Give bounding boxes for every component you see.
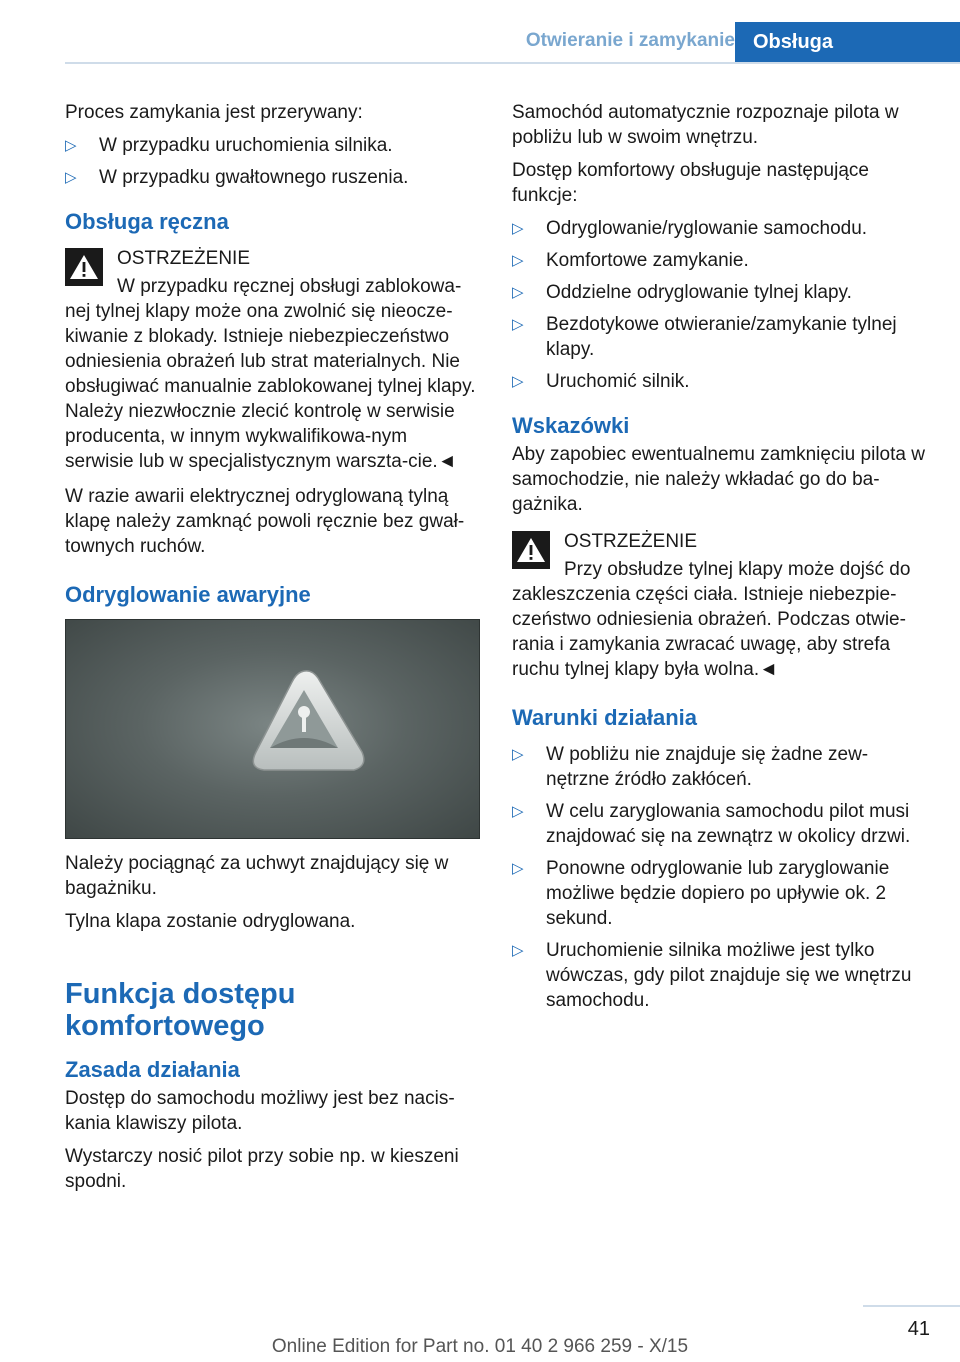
page-number: 41 [907,1318,930,1340]
functions-intro: Dostęp komfortowy obsługuje następujące funkcje: [512,160,869,206]
interrupt-list [65,133,480,190]
warning-text: W przypadku ręcznej obsługi zablokowa‐nej tylnej klapy może ona zwolnić się nieocze‐kiwanie z blokady. Istnieje niebezpieczeństwo odniesienia obrażeń lub strat materialnych. Nie obsługiwać manualnie zablokowanej tylnej klapy. Należy niezwłocznie zlecić kontrolę w serwisie producenta, w innym wykwalifikowa‐nym serwisie lub w specjalistycznym warszta‐cie.◄ [65,276,476,472]
bullet-triangle-icon: ▷ [512,942,524,959]
emergency-release-handle-image [65,619,480,839]
header-chapter-tab: Obsługa [735,22,960,62]
list-item: ▷ Komfortowe zamykanie. [512,250,749,271]
list-item: ▷ W przypadku uruchomienia silnika. [65,135,393,156]
heading-principle: Zasada działania [65,1057,240,1082]
bullet-triangle-icon: ▷ [65,137,77,154]
right-column [512,100,930,1027]
warning-title: OSTRZEŻENIE [117,248,251,269]
page-header [65,22,960,64]
principle-text-2: Wystarczy nosić pilot przy sobie np. w kieszeni spodni. [65,1146,459,1192]
list-item: ▷ Bezdotykowe otwieranie/zamykanie tylnej klapy. [512,314,897,360]
list-item: ▷ W celu zaryglowania samochodu pilot musi znajdować się na zewnątrz w okolicy drzwi. [512,801,911,847]
bullet-triangle-icon: ▷ [512,373,524,390]
manual-text: W razie awarii elektrycznej odryglowaną tylną klapę należy zamknąć powoli ręcznie bez gwał‐townych ruchów. [65,486,465,557]
notes-text: Aby zapobiec ewentualnemu zamknięciu pilota w samochodzie, nie należy wkładać go do ba‐gażnika. [512,444,925,515]
bullet-triangle-icon: ▷ [512,284,524,301]
heading-emergency-unlock: Odryglowanie awaryjne [65,582,311,607]
intro-text: Proces zamykania jest przerywany: [65,102,363,123]
bullet-triangle-icon: ▷ [65,169,77,186]
footer-rule [863,1305,960,1307]
figure-caption-pull: Należy pociągnąć za uchwyt znajdujący się w bagażniku. [65,853,449,899]
heading-comfort-access: Funkcja dostępu komfortowego [65,978,296,1042]
bullet-triangle-icon: ▷ [512,316,524,333]
recognition-text: Samochód automatycznie rozpoznaje pilota w pobliżu lub w swoim wnętrzu. [512,102,899,148]
left-column [65,100,480,1202]
list-item: ▷ Uruchomienie silnika możliwe jest tylko wówczas, gdy pilot znajduje się we wnętrzu samochodu. [512,940,912,1011]
header-section-title: Otwieranie i zamykanie [525,30,735,51]
list-item: ▷ Odryglowanie/ryglowanie samochodu. [512,218,868,239]
figure-caption-result: Tylna klapa zostanie odryglowana. [65,911,356,932]
functions-list [512,216,930,394]
bullet-triangle-icon: ▷ [512,220,524,237]
warning-icon [65,248,103,286]
list-item: ▷ Uruchomić silnik. [512,371,690,392]
bullet-triangle-icon: ▷ [512,860,524,877]
principle-text-1: Dostęp do samochodu możliwy jest bez nacis‐kania klawiszy pilota. [65,1088,455,1134]
warning-box [65,246,480,474]
list-item: ▷ W pobliżu nie znajduje się żadne zew‐nętrzne źródło zakłóceń. [512,744,869,790]
heading-conditions: Warunki działania [512,705,698,730]
heading-manual-operation: Obsługa ręczna [65,209,229,234]
warning-title: OSTRZEŻENIE [564,531,698,552]
list-item: ▷ Ponowne odryglowanie lub zaryglowanie możliwe będzie dopiero po upływie ok. 2 sekund. [512,858,890,929]
bullet-triangle-icon: ▷ [512,252,524,269]
warning-box [512,529,930,682]
warning-text: Przy obsłudze tylnej klapy może dojść do zakleszczenia części ciała. Istnieje niebezpie‐czeństwo odniesienia obrażeń. Podczas otwie‐rania i zamykania zwracać uwagę, aby strefa ruchu tylnej klapy była wolna.◄ [512,559,911,680]
list-item: ▷ W przypadku gwałtownego ruszenia. [65,167,409,188]
bullet-triangle-icon: ▷ [512,746,524,763]
warning-icon [512,531,550,569]
heading-notes: Wskazówki [512,413,630,438]
conditions-list [512,742,930,1013]
list-item: ▷ Oddzielne odryglowanie tylnej klapy. [512,282,852,303]
bullet-triangle-icon: ▷ [512,803,524,820]
edition-footer: Online Edition for Part no. 01 40 2 966 259 - X/15 [271,1336,689,1357]
